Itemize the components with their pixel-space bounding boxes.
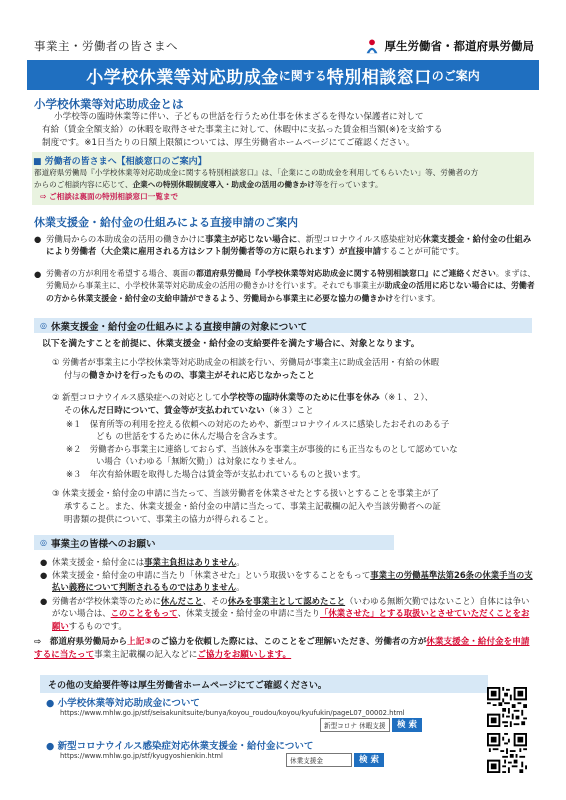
text-bold: 働きかけを行ったものの、事業主がそれに応じなかったこと (89, 370, 315, 380)
text-bold: 助成金の活用に (384, 281, 440, 291)
text-bold: 休んだこと (160, 596, 203, 606)
banner-guide: のご案内 (431, 68, 480, 83)
bullet-icon: ● (40, 570, 48, 580)
text-bold: 応じない場合には、労働者の方から休業支援金・給付金の支給申請ができるよう、労働局から事業主に必要な協力の働きかけ (46, 281, 535, 303)
link-subsidy[interactable]: ● 小学校休業等対応助成金について (46, 698, 200, 709)
section2-para2 (46, 268, 536, 305)
text-bold: 事業主負担はありません (144, 557, 237, 567)
text: するものです。 (68, 620, 127, 631)
circle-icon: ◎ (40, 321, 47, 330)
note-2-b: い場合（いわゆる「無断欠勤」）は対象になりません。 (96, 456, 302, 466)
section3-intro: 以下を満たすことを前提に、休業支援金・給付金の支給要件を満たす場合に、対象となります。 (42, 339, 420, 349)
text: （※１、２）、 (379, 392, 433, 402)
header (34, 36, 534, 56)
text: 等を行っています。 (314, 180, 383, 189)
note-1-b: ども の世話をするために休んだ場合を含みます。 (96, 431, 283, 441)
banner-particle: に関する (278, 68, 327, 83)
text: 休業支援金・給付金の申請に当たり「休業させた」という取扱いをすることをもって (52, 570, 371, 580)
ministry-label (363, 36, 535, 56)
text: ではないこと）自体には争いがない場合は、 (52, 596, 530, 619)
ministry-name: 厚生労働省・都道府県労働局 (384, 39, 534, 53)
text-bold: 労働者の方が (374, 637, 427, 647)
condition-2-b (64, 404, 532, 416)
text: 付与の (64, 370, 90, 380)
text: 。まずは、労働局から事業主に、小学校休業等対応助成金の活用の働きかけを行います。それでも事業主が (46, 269, 536, 291)
section1-line3: 制度です。※1日当たりの日額上限額については、厚生労働省ホームページにてご確認ください。 (42, 138, 415, 148)
qr-code-icon[interactable] (487, 733, 527, 773)
banner-window: 特別相談窓口 (326, 67, 432, 88)
text-bold: 事業主が応じない場合に (205, 234, 298, 244)
url-subsidy[interactable]: https://www.mhlw.go.jp/stf/seisakunitsuite/bunya/koyou_roudou/koyou/kyufukin/pageL07_00002.html (60, 709, 405, 717)
text-red: ご協力をお願いします。 (197, 650, 292, 660)
text: 。 (236, 557, 245, 567)
text: 労働者の方が利用を希望する場合、裏面の (46, 269, 196, 278)
text: （いわゆる無断欠勤 (345, 596, 421, 606)
text-red: このことをもって (110, 608, 178, 619)
section3-bar (34, 318, 532, 333)
text: 、その (202, 596, 228, 606)
condition-3-c: 明書類の提供について、事業主の協力が得られること。 (64, 514, 274, 524)
search-box-support[interactable]: 休業支援金 (286, 753, 352, 767)
section2-para1 (46, 233, 536, 258)
text-bold: 事業主の労働 (370, 570, 421, 580)
text-bold: 休んだ日時について、賃金等が支払われていない (80, 405, 265, 415)
text: 労働局からの本助成金の活用の働きかけに (46, 234, 206, 244)
text: からのご相談内容に応じて、 (34, 180, 133, 189)
request-3 (52, 595, 536, 632)
note-3: ※３ 年次有給休暇を取得した場合は賃金等が支払われているものと扱います。 (66, 469, 366, 479)
circle-icon: ◎ (40, 538, 47, 547)
text-bold: 組みにより労働者（大企業に雇用される方はシフト制労働者等の方に限られます）が直接申請 (46, 234, 532, 257)
text: を行います。 (393, 293, 440, 303)
text: 事業主記載欄の記入などに (94, 650, 198, 660)
condition-1-b (64, 369, 532, 381)
text-bold: 都道府県労働局『小学校休業等対応助成金に関する特別相談窓口』にご連絡くだ (195, 269, 481, 278)
note-2-a: ※２ 労働者から事業主に連絡しておらず、当該休みを事業主が事後的にも正当なものとして認めていな (66, 444, 458, 454)
text: 、新型コロナウイルス感染症対応 (297, 234, 423, 244)
request-2 (52, 569, 534, 594)
text: することが可能です。 (381, 246, 465, 257)
section4-title: 事業主の皆様へのお願い (50, 538, 156, 550)
text-red: 「休業させた」とする取扱いとさせていただくことをお願い (52, 608, 530, 631)
banner-subsidy: 小学校休業等対応助成金 (86, 67, 279, 88)
section1-line2: 有給（賃金全額支給）の休暇を取得させた事業主に対して、休暇中に支払った賃金相当額(※)を支給する (42, 125, 443, 135)
section4-bar (34, 535, 394, 550)
text: 労働者が学校休業等のために (52, 596, 161, 606)
condition-3-b: 承すること。また、休業支援金・給付金の申請に当たって、事業主記載欄の記入や当該労働者への証 (64, 501, 441, 511)
text-red: 上記③ (127, 637, 152, 647)
text: 、休業支援金・給付金の申請に当たり (177, 608, 320, 619)
section1-line1: 小学校等の臨時休業等に伴い、子どもの世話を行うため仕事を休まざるを得ない保護者に対して (54, 112, 424, 122)
bullet-icon: ● (34, 234, 42, 244)
bullet-icon: ● (34, 269, 42, 279)
condition-1-a: ① 労働者が事業主に小学校休業等対応助成金の相談を行い、労働局が事業主に助成金活用・有給の休暇 (52, 357, 440, 367)
text-bold: 休業支援金・給付金の仕 (422, 234, 515, 244)
audience-label: 事業主・労働者の皆さまへ (34, 39, 178, 53)
text: その (64, 405, 81, 415)
qr-code-icon[interactable] (487, 687, 527, 727)
text-red: 休業支援金・給付金を申請するに当たって (34, 637, 530, 660)
text: 。 (236, 582, 245, 593)
section3-title: 休業支援金・給付金の仕組みによる直接申請の対象について (50, 321, 308, 333)
text-bold: 休みを事業主として認めたこと (227, 596, 346, 606)
worker-notice-title: ■ 労働者の皆さまへ【相談窓口のご案内】 (33, 157, 207, 167)
text-bold: 小学校等の臨時休業等のために仕事を休み (220, 392, 380, 402)
worker-notice-line1: 都道府県労働局『小学校休業等対応助成金に関する特別相談窓口』は、「企業にこの助成金を利用してもらいたい」等、労働者の方 (34, 168, 479, 177)
text-bold: 企業への特別休暇制度導入・助成金の活用の働きかけ (132, 180, 315, 189)
text-bold: ⇨ 都道府県労働局から (34, 637, 128, 647)
bullet-icon: ● (40, 557, 48, 567)
request-arrow (34, 636, 534, 662)
bullet-icon: ● (40, 596, 48, 606)
section2-title: 休業支援金・給付金の仕組みによる直接申請のご案内 (34, 216, 298, 229)
text: 休業支援金・給付金には (52, 557, 145, 567)
text-bold: さい (480, 269, 496, 278)
title-banner (27, 60, 539, 90)
condition-2-a (52, 391, 534, 403)
note-1-a: ※１ 保育所等の利用を控える依頼への対応のためや、新型コロナウイルスに感染したおそれのある子 (66, 419, 450, 429)
search-button-subsidy[interactable]: 検 索 (392, 718, 422, 732)
search-box-subsidy[interactable]: 新型コロナ 休暇支援 (320, 718, 390, 732)
footer-note: その他の支給要件等は厚生労働省ホームページにてご確認ください。 (40, 675, 488, 693)
url-support[interactable]: https://www.mhlw.go.jp/stf/kyugyoshienkin.html (60, 752, 223, 760)
consult-link[interactable]: ⇨ ご相談は裏面の特別相談窓口一覧まで (40, 192, 179, 201)
worker-notice-line2 (34, 179, 534, 191)
condition-3-a: ③ 休業支援金・給付金の申請に当たって、当該労働者を休業させたとする扱いとすることを事業主が了 (52, 488, 439, 498)
text: （※３）こと (264, 405, 314, 415)
mhlw-logo-icon (363, 37, 381, 55)
link-support[interactable]: ● 新型コロナウイルス感染症対応休業支援金・給付金について (46, 741, 314, 752)
section1-title: 小学校休業等対応助成金とは (34, 97, 184, 111)
search-button-support[interactable]: 検 索 (354, 753, 384, 767)
text: ② 新型コロナウイルス感染症への対応として (52, 392, 221, 402)
request-1 (52, 556, 534, 568)
text-bold: のご協力を依頼した際には、このことをご理解いただき、 (151, 637, 375, 647)
text-bold: 基準法第26条の休業手当の支払い義務について判断されるものではありません (52, 570, 533, 593)
